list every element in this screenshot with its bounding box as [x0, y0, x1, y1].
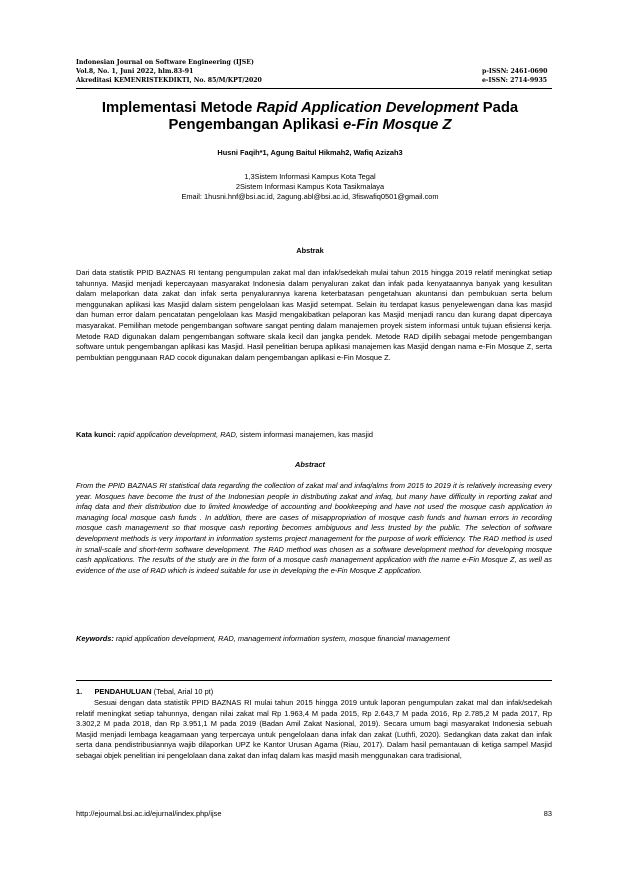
journal-url[interactable]: http://ejournal.bsi.ac.id/ejurnal/index.php/ijse: [76, 809, 222, 818]
keywords-text: sistem informasi manajemen, kas masjid: [237, 430, 373, 439]
header-rule: [76, 88, 552, 89]
e-issn: e-ISSN: 2714-9935: [482, 77, 548, 84]
p-issn: p-ISSN: 2461-0690: [482, 68, 548, 75]
keywords-label: Kata kunci:: [76, 430, 116, 439]
intro-body: Sesuai dengan data statistik PPID BAZNAS RI mulai tahun 2015 hingga 2019 untuk laporan pengumpulan zakat mal dan infak/sedekah relatif meningkat setiap tahunnya, dengan nilai zakat mal Rp 1.963,4 M pada 2015, Rp 2.643,7 M pada 2016, Rp 2.785,2 M pada 2017, Rp 3.302,2 M pada 2018, dan Rp 3.951,1 M pada 2019 (Badan Amil Zakat Nasional, 2019). Secara umum bagi masyarakat Indonesia sebuah Masjid menjadi lembaga keagamaan yang terpercaya untuk pengelolaan dana infak dan zakat (Luthfi, 2020). Sedangkan data zakat dan infak serta dana pendistribusiannya wajib dilaporkan UPZ ke Kantor Urusan Agama (Riau, 2017). Dalam hasil pemantauan di ketiga sampel Masjid sebagai objek penelitian ini pengelolaan dana zakat dan infaq dalam kas masjid masih menggunakan cara tradisional,: [76, 698, 552, 760]
section-title: PENDAHULUAN: [94, 687, 152, 696]
abstrak-body: Dari data statistik PPID BAZNAS RI tentang pengumpulan zakat mal dan infak/sedekah mulai tahun 2015 hingga 2019 relatif meningkat setiap tahunnya. Masjid menjadi kepercayaan masyarakat Indonesia dalam penyaluran zakat dan infak pada kenyataannya banyak yang kesulitan dalam melaporkan data zakat dan infak serta penyalurannya karena keterbatasan pengetahuan akuntansi dan pembukuan serta belum menggunakan aplikasi kas Masjid dalam sistem pengelolaan kas Masjid setempat. Selain itu terdapat kasus penyelewengan dana kas masjid dan human error dalam pencatatan pengelolaan kas Masjid mengakibatkan pelaporan kas Masjid menjadi rancu dan kurang dapat dipercaya masyarakat. Pemilihan metode pengembangan software sangat penting dalam manajemen proyek sistem informasi untuk tujuan efisiensi kerja. Metode RAD digunakan dalam pengembangan software skala kecil dan jangka pendek. Metode RAD dipilih sebagai metode pengembangan software untuk pengembangan aplikasi kas Masjid. Hasil penelitian berupa aplikasi manajemen kas Masjid dengan nama e-Fin Mosque Z, serta pembuktian penggunaan RAD cocok digunakan dalam pengembangan aplikasi e-Fin Mosque Z.: [76, 268, 552, 362]
accreditation: Akreditasi KEMENRISTEKDIKTI, No. 85/M/KPT/2020: [76, 77, 262, 84]
paper-title: [60, 100, 560, 134]
keywords-italic: rapid application development, RAD,: [115, 430, 238, 439]
journal-name: Indonesian Journal on Software Engineering (IJSE): [76, 59, 254, 66]
section-note: (Tebal, Arial 10 pt): [151, 687, 214, 696]
page-number: 83: [543, 809, 552, 818]
title-italic-part: e-Fin Mosque Z: [343, 117, 452, 133]
kata-kunci: [76, 430, 552, 441]
abstrak-heading: Abstrak: [296, 246, 324, 255]
intro-heading: [76, 687, 213, 696]
title-italic-part: Rapid Application Development: [256, 100, 479, 116]
author-list: Husni Faqih*1, Agung Baitul Hikmah2, Wafiq Azizah3: [217, 148, 403, 157]
page-footer: [76, 809, 552, 818]
affiliation-line: 2Sistem Informasi Kampus Kota Tasikmalaya: [235, 182, 385, 191]
section-rule: [76, 680, 552, 681]
title-part: Pada Pengembangan Aplikasi: [168, 100, 519, 133]
keywords-text: rapid application development, RAD, management information system, mosque financial management: [113, 634, 450, 643]
email-line: Email: 1husni.hnf@bsi.ac.id, 2agung.abl@bsi.ac.id, 3fiswafiq0501@gmail.com: [181, 192, 439, 201]
journal-header: [76, 58, 552, 85]
journal-volume: Vol.8, No. 1, Juni 2022, hlm.83-91: [76, 68, 194, 75]
affiliations: [60, 172, 560, 202]
keywords: [76, 634, 552, 645]
title-part: Implementasi Metode: [101, 100, 257, 116]
section-number: 1.: [76, 687, 83, 696]
keywords-label: Keywords:: [76, 634, 114, 643]
abstract-heading: Abstract: [295, 460, 325, 469]
abstract-body: From the PPID BAZNAS RI statistical data regarding the collection of zakat mal and infaq/alms from 2015 to 2019 it is relatively increasing every year. Mosques have become the trust of the Indonesian people in distributing zakat and infaq, but many have difficulty in reporting zakat and infaq data and their distribution due to limited knowledge of accounting and bookkeeping and have not used the mosque cash application in managing local mosque cash funds . In addition, there are cases of misappropriation of mosque cash funds and human errors in recording mosque cash management so that mosque cash reporting becomes ambiguous and less trusted by the public. The selection of software development methods is very important in information systems project management for the purpose of work efficiency. The RAD method is used in small-scale and short-term software development. The RAD method was chosen as a software development method for developing mosque cash applications. The results of the study are in the form of a mosque cash management application with the name e-Fin Mosque Z, as well as evidence of the use of RAD which is indeed suitable for use in developing the e-Fin Mosque Z application.: [76, 481, 552, 575]
affiliation-line: 1,3Sistem Informasi Kampus Kota Tegal: [244, 172, 376, 181]
